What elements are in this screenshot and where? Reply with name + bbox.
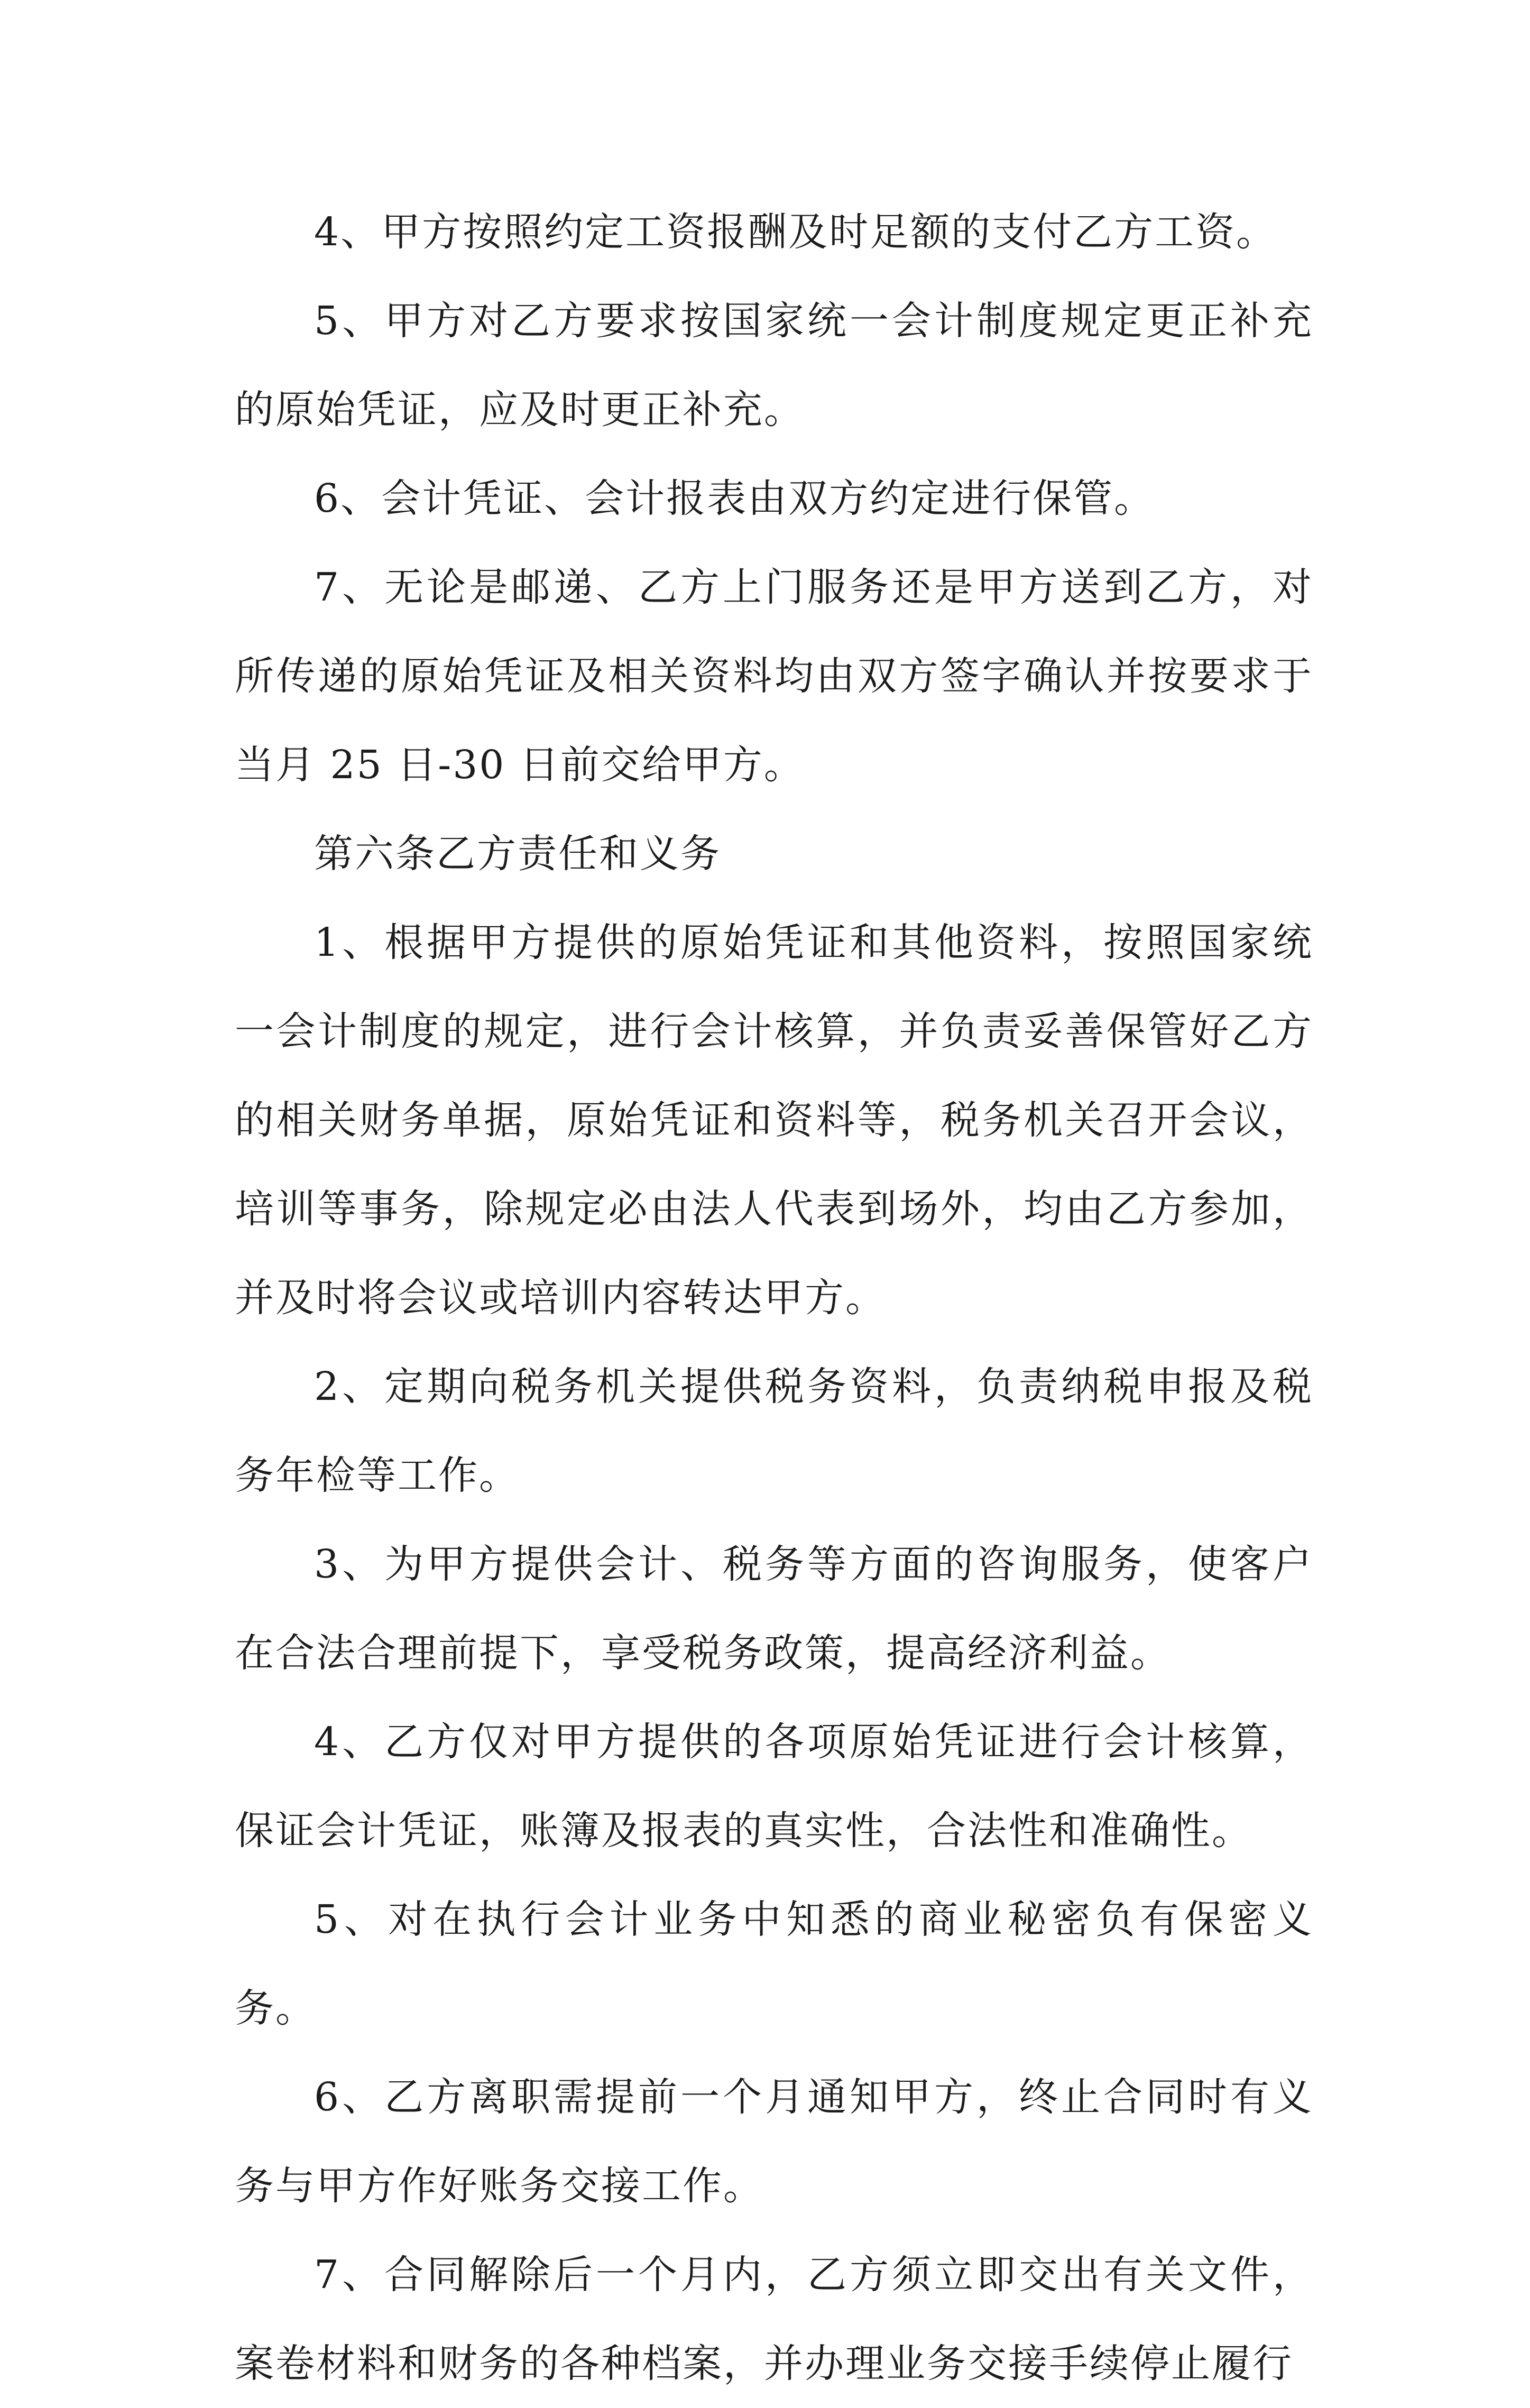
duty-1-accounting: 1、根据甲方提供的原始凭证和其他资料，按照国家统一会计制度的规定，进行会计核算，并负责妥善保管好乙方的相关财务单据，原始凭证和资料等，税务机关召开会议，培训等事务，除规定必由法人代表到场外，均由乙方参加，并及时将会议或培训内容转达甲方。 <box>235 920 1313 1321</box>
clause-6-record-keeping: 6、会计凭证、会计报表由双方约定进行保管。 <box>314 476 1155 521</box>
duty-4-accuracy: 4、乙方仅对甲方提供的各项原始凭证进行会计核算，保证会计凭证，账簿及报表的真实性，合法性和准确性。 <box>235 1719 1313 1853</box>
duty-5-confidentiality: 5、对在执行会计业务中知悉的商业秘密负有保密义务。 <box>235 1897 1313 2031</box>
clause-5-voucher-correction: 5、甲方对乙方要求按国家统一会计制度规定更正补充的原始凭证，应及时更正补充。 <box>235 298 1313 432</box>
duty-6-resignation-notice: 6、乙方离职需提前一个月通知甲方，终止合同时有义务与甲方作好账务交接工作。 <box>235 2074 1313 2209</box>
duty-3-consulting: 3、为甲方提供会计、税务等方面的咨询服务，使客户在合法合理前提下，享受税务政策，提高经济利益。 <box>235 1542 1313 1676</box>
clause-7-document-delivery: 7、无论是邮递、乙方上门服务还是甲方送到乙方，对所传递的原始凭证及相关资料均由双方签字确认并按要求于当月 25 日-30 日前交给甲方。 <box>235 565 1313 788</box>
document-body <box>235 188 1313 2408</box>
duty-7-handover: 7、合同解除后一个月内，乙方须立即交出有关文件，案卷材料和财务的各种档案，并办理业务交接手续停止履行 <box>235 2252 1313 2386</box>
section-heading-article-6: 第六条乙方责任和义务 <box>314 831 721 877</box>
clause-4-salary-payment: 4、甲方按照约定工资报酬及时足额的支付乙方工资。 <box>314 209 1277 255</box>
duty-2-tax-filing: 2、定期向税务机关提供税务资料，负责纳税申报及税务年检等工作。 <box>235 1364 1313 1498</box>
